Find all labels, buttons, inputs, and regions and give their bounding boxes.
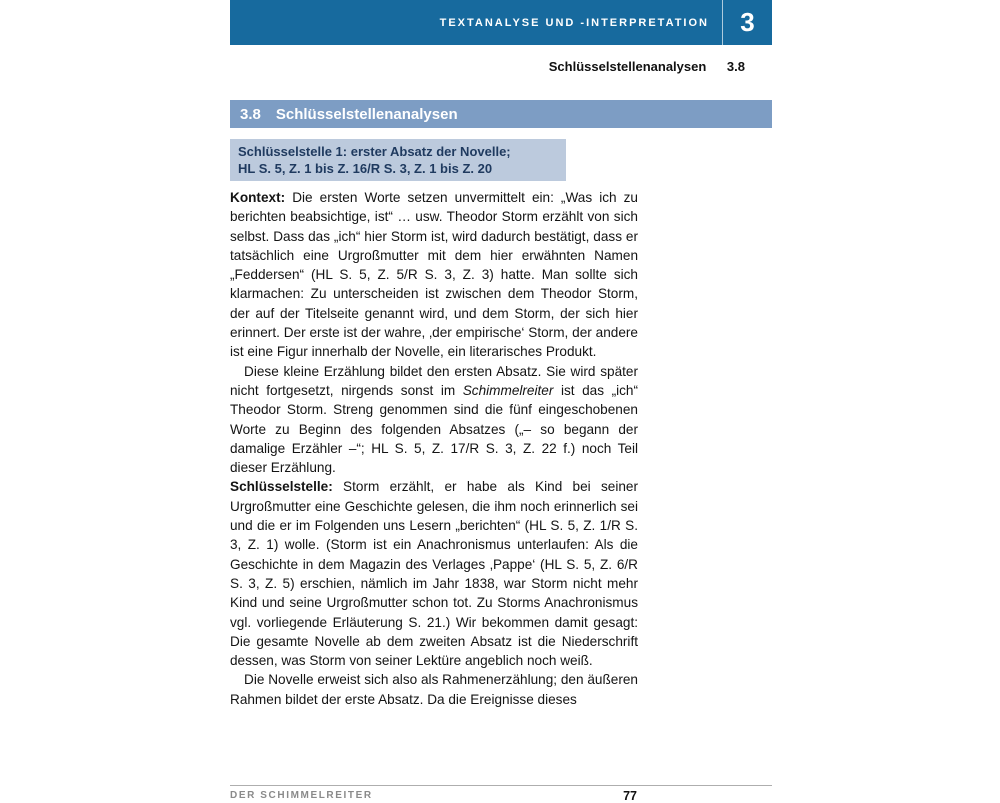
page-footer — [230, 785, 772, 803]
running-head-number: 3.8 — [726, 59, 745, 74]
key-passage-box — [230, 139, 566, 181]
section-heading-bar — [230, 100, 772, 128]
paragraph-kontext — [230, 188, 638, 362]
kontext-lead: Kontext: — [230, 190, 286, 205]
erzaehlung-text-2: ist das „ich“ Theodor Storm. Streng genommen sind die fünf eingeschobenen Worte zu Beginn des folgenden Absatzes („– so begann der damalige Erzähler –“; HL S. 5, Z. 17/R S. 3, Z. 22 f.) noch Teil dieser Erzählung. — [230, 382, 639, 476]
section-number: 3.8 — [240, 105, 261, 123]
paragraph-rahmenerzaehlung — [230, 670, 638, 709]
content-column — [230, 0, 772, 709]
section-title: Schlüsselstellenanalysen — [275, 105, 458, 123]
running-head-label: Schlüsselstellenanalysen — [548, 59, 707, 74]
erzaehlung-text-1: Diese kleine Erzählung bildet den ersten Absatz. Sie wird später nicht fortgesetzt, nirgends sonst im — [230, 363, 638, 398]
footer-book-title: DER SCHIMMELREITER — [230, 790, 373, 801]
schluesselstelle-text: Storm erzählt, er habe als Kind bei seiner Urgroßmutter eine Geschichte gelesen, die ihm noch erinnerlich sei und die er im Folgenden uns Lesern „berichten“ (HL S. 5, Z. 1/R S. 3, Z. 1) wolle. (Storm ist ein Anachronismus unterlaufen: Als die Geschichte in dem Magazin des Verlages ‚Pappe‘ (HL S. 5, Z. 6/R S. 3, Z. 5) erschien, nämlich im Jahr 1838, war Storm nicht mehr Kind und seine Urgroßmutter schon tot. Zu Storms Anachronismus vgl. vorliegende Erläuterung S. 21.) Wir bekommen damit gesagt: Die gesamte Novelle ab dem zweiten Absatz ist die Niederschrift dessen, was Storm von seiner Lektüre angeblich noch weiß. — [230, 479, 638, 669]
chapter-title: TEXTANALYSE UND -INTERPRETATION — [439, 16, 709, 29]
body-text — [230, 188, 638, 709]
key-passage-line2: HL S. 5, Z. 1 bis Z. 16/R S. 3, Z. 1 bis Z. 20 — [238, 161, 493, 176]
running-head — [230, 59, 772, 74]
key-passage-line1: Schlüsselstelle 1: erster Absatz der Novelle; — [238, 144, 511, 159]
paragraph-schluesselstelle — [230, 477, 638, 670]
chapter-number: 3 — [722, 0, 772, 45]
schluesselstelle-lead: Schlüsselstelle: — [230, 479, 333, 495]
kontext-text: Die ersten Worte setzen unvermittelt ein: „Was ich zu berichten beabsichtige, ist“ … usw. Theodor Storm erzählt von sich selbst. Dass das „ich“ hier Storm ist, wird dadurch bestätigt, dass er tatsächlich eine Urgroßmutter mit dem hier erwähnten Namen „Feddersen“ (HL S. 5, Z. 5/R S. 3, Z. 3) hatte. Man sollte sich klarmachen: Zu unterscheiden ist zwischen dem Theodor Storm, der auf der Titelseite genannt wird, und dem Storm, der sich hier erinnert. Der erste ist der wahre, ‚der empirische‘ Storm, der andere ist eine Figur innerhalb der Novelle, ein literarisches Produkt. — [230, 190, 638, 360]
footer-page-number: 77 — [623, 789, 637, 803]
rahmenerzaehlung-text: Die Novelle erweist sich also als Rahmenerzählung; den äußeren Rahmen bildet der erste Absatz. Da die Ereignisse dieses — [230, 672, 638, 707]
paragraph-erzaehlung — [230, 362, 638, 478]
chapter-header-bar — [230, 0, 772, 45]
erzaehlung-book-title: Schimmelreiter — [462, 382, 554, 398]
